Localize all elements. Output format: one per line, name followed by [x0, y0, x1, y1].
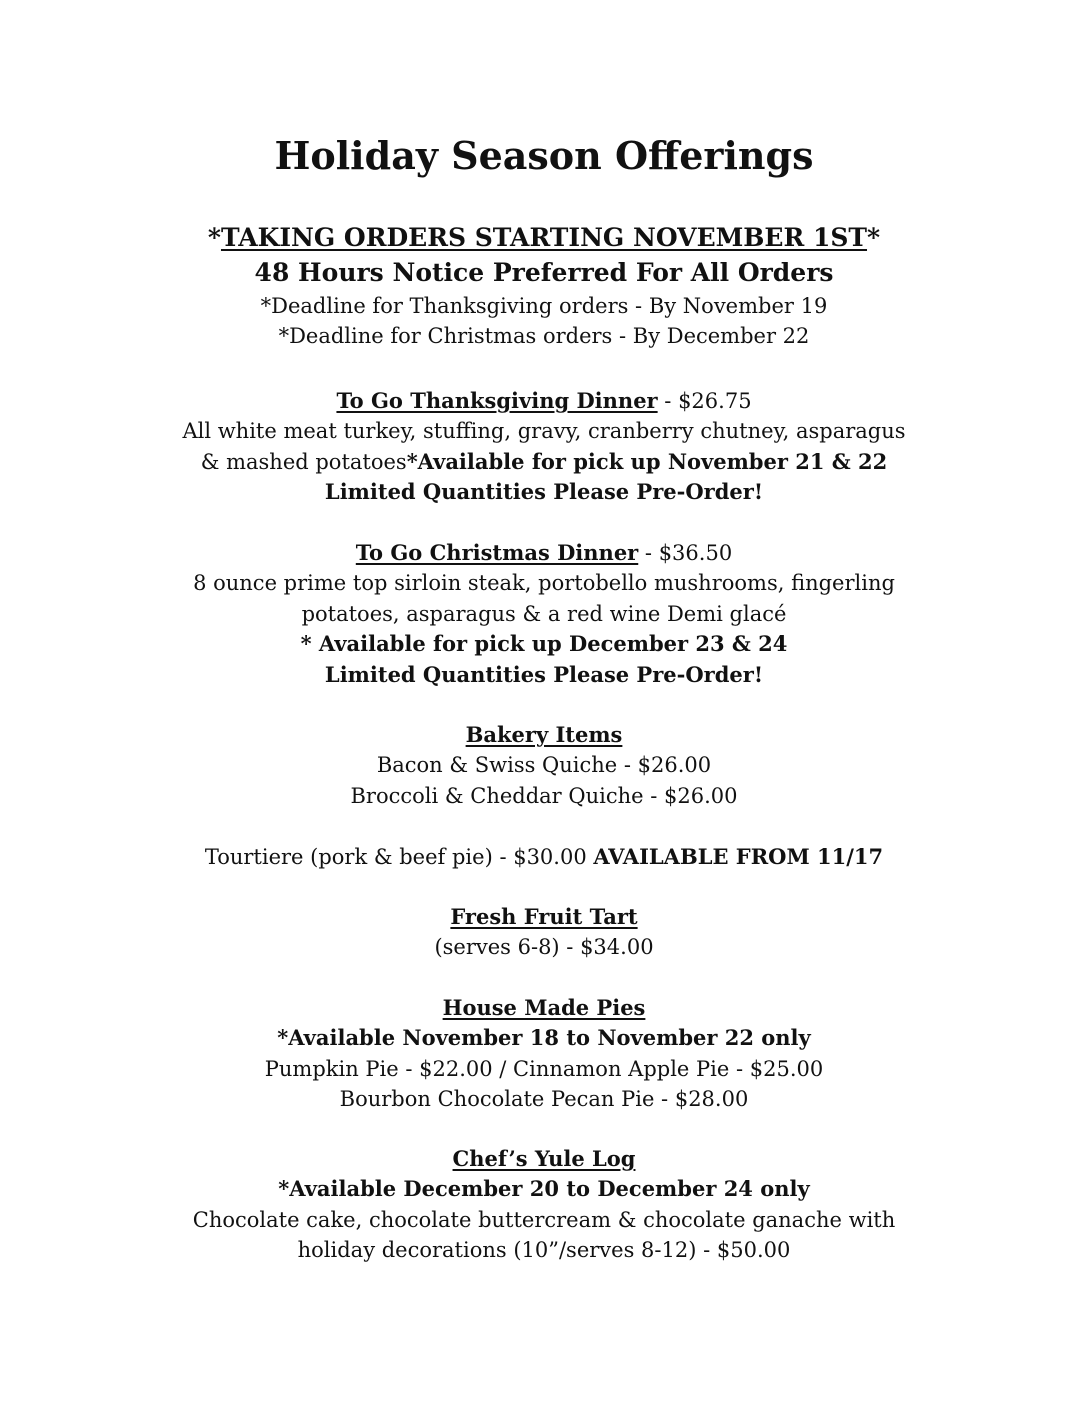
taking-orders-text: TAKING ORDERS STARTING NOVEMBER 1ST	[220, 223, 868, 252]
thanksgiving-desc-2	[0, 447, 1088, 477]
pies-line-2: Bourbon Chocolate Pecan Pie - $28.00	[339, 1087, 749, 1112]
fruit-tart-detail: (serves 6-8) - $34.00	[434, 935, 654, 960]
taking-orders-line	[0, 220, 1088, 255]
yule-log-line-2: holiday decorations (10”/serves 8-12) - $50.00	[297, 1238, 791, 1263]
bakery-section	[0, 720, 1088, 811]
bakery-item-1: Bacon & Swiss Quiche - $26.00	[376, 753, 712, 778]
thanksgiving-desc-1: All white meat turkey, stuffing, gravy, cranberry chutney, asparagus	[182, 419, 906, 444]
bakery-heading: Bakery Items	[465, 722, 623, 747]
thanksgiving-desc-2-plain: & mashed potatoes	[200, 449, 407, 474]
deadline-christmas: *Deadline for Christmas orders - By December 22	[278, 324, 810, 349]
hours-notice: 48 Hours Notice Preferred For All Orders	[254, 258, 834, 287]
christmas-heading-line	[0, 538, 1088, 568]
thanksgiving-section	[0, 386, 1088, 508]
fruit-tart-section	[0, 902, 1088, 963]
asterisk-prefix: *	[207, 223, 221, 252]
thanksgiving-heading: To Go Thanksgiving Dinner	[336, 388, 658, 413]
thanksgiving-pickup: *Available for pick up November 21 & 22	[406, 448, 888, 474]
yule-log-heading: Chef’s Yule Log	[452, 1146, 636, 1171]
deadline-thanksgiving: *Deadline for Thanksgiving orders - By November 19	[260, 294, 828, 318]
tourtiere-section	[0, 842, 1088, 872]
pies-section	[0, 993, 1088, 1115]
thanksgiving-price: - $26.75	[657, 389, 752, 413]
thanksgiving-heading-line	[0, 386, 1088, 416]
fruit-tart-heading: Fresh Fruit Tart	[450, 904, 638, 929]
yule-log-line-1: Chocolate cake, chocolate buttercream & chocolate ganache with	[192, 1207, 896, 1232]
yule-log-section	[0, 1144, 1088, 1266]
tourtiere-text: Tourtiere (pork & beef pie) - $30.00	[204, 845, 594, 869]
asterisk-suffix: *	[867, 223, 881, 252]
christmas-heading: To Go Christmas Dinner	[355, 540, 639, 565]
christmas-availability: * Available for pick up December 23 & 24	[300, 631, 788, 657]
christmas-price: - $36.50	[638, 541, 733, 565]
order-notice	[0, 220, 1088, 352]
pies-line-1: Pumpkin Pie - $22.00 / Cinnamon Apple Pie - $25.00	[264, 1056, 824, 1081]
christmas-desc-1: 8 ounce prime top sirloin steak, portobello mushrooms, fingerling	[193, 571, 895, 596]
christmas-desc-2: potatoes, asparagus & a red wine Demi glacé	[301, 601, 787, 626]
yule-log-availability: *Available December 20 to December 24 only	[278, 1176, 810, 1202]
pies-availability: *Available November 18 to November 22 only	[277, 1025, 811, 1051]
christmas-section	[0, 538, 1088, 690]
thanksgiving-limited: Limited Quantities Please Pre-Order!	[324, 479, 764, 505]
bakery-item-2: Broccoli & Cheddar Quiche - $26.00	[350, 783, 738, 808]
christmas-limited: Limited Quantities Please Pre-Order!	[324, 661, 764, 687]
tourtiere-line	[0, 842, 1088, 872]
tourtiere-availability: AVAILABLE FROM 11/17	[593, 844, 884, 869]
pies-heading: House Made Pies	[442, 995, 646, 1020]
page-title: Holiday Season Offerings	[274, 133, 814, 178]
